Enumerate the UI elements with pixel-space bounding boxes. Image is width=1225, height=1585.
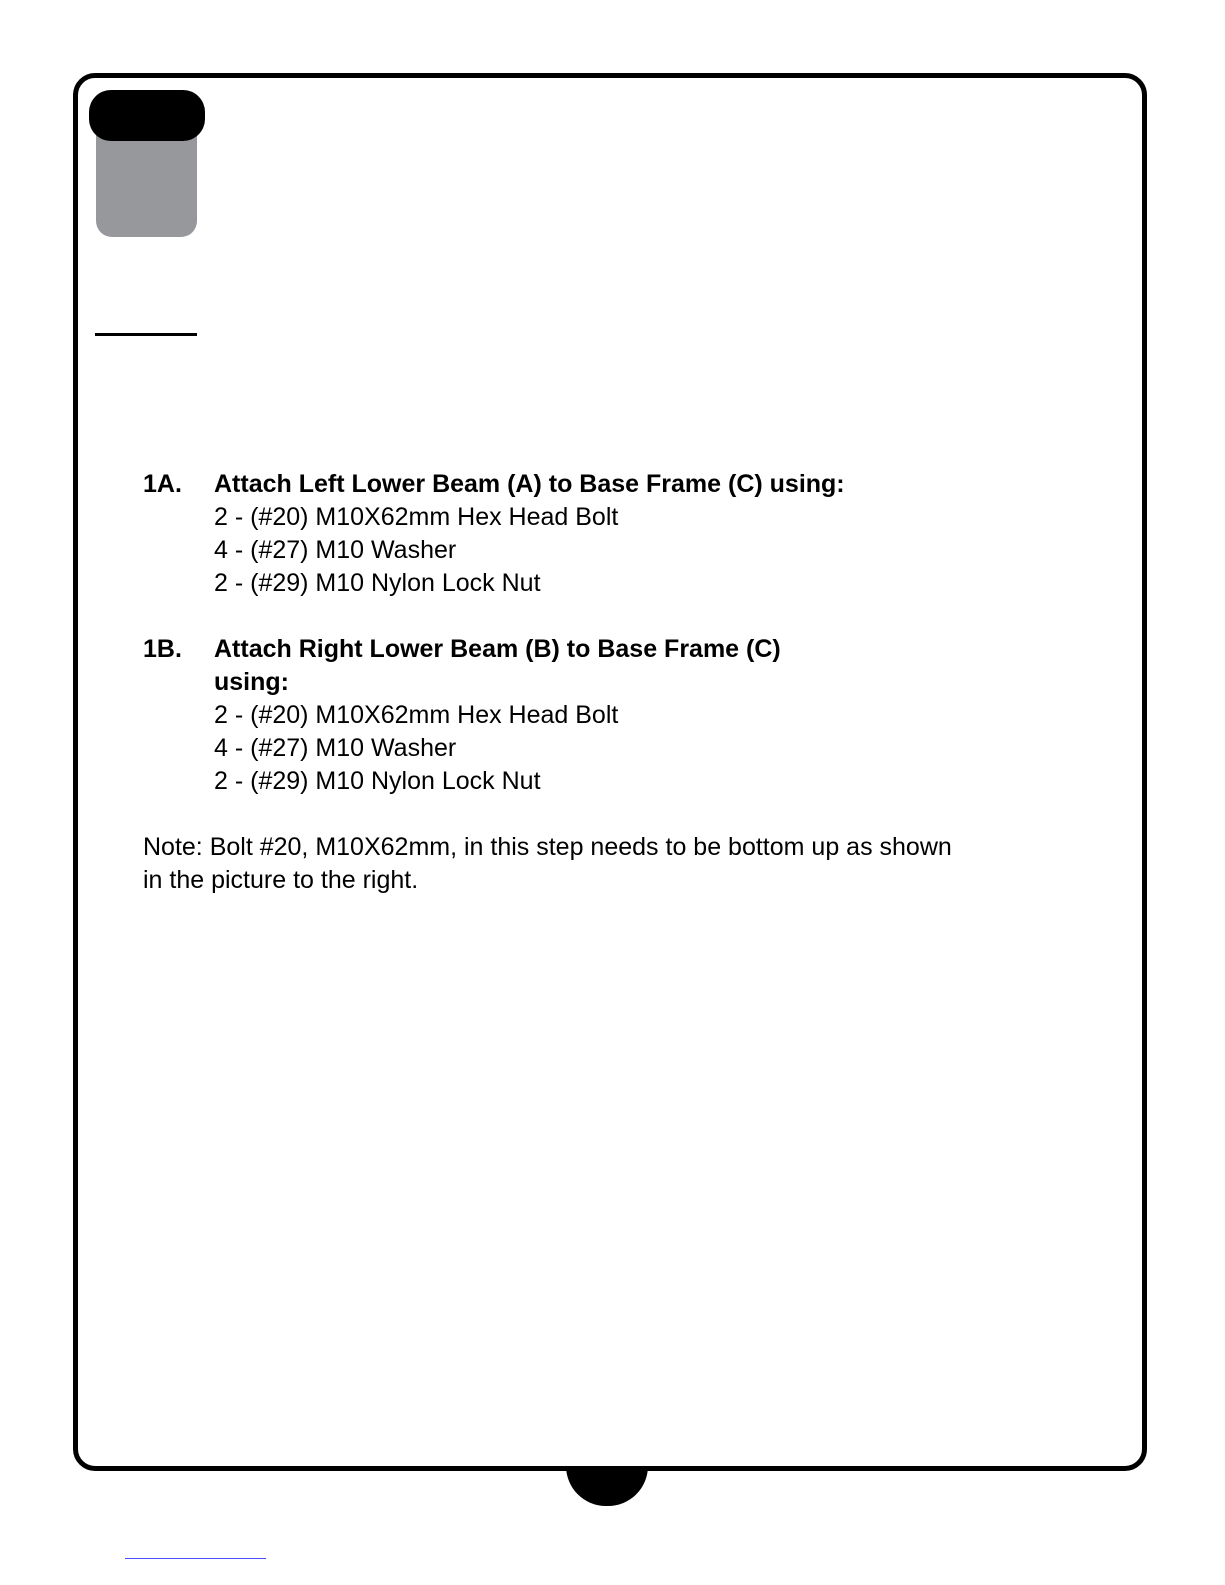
step-number: 1A. [143,470,182,498]
assembly-note: Note: Bolt #20, M10X62mm, in this step needs to be bottom up as shown in the picture to the right. [143,833,952,894]
step-title: Attach Right Lower Beam (B) to Base Frame (C) using: [214,635,781,696]
part-line: 4 - (#27) M10 Washer [214,536,457,564]
step-body [214,633,1023,798]
step-1b [143,633,1023,798]
step-title: Attach Left Lower Beam (A) to Base Frame (C) using: [214,470,845,498]
part-line: 4 - (#27) M10 Washer [214,734,457,762]
part-line: 2 - (#29) M10 Nylon Lock Nut [214,569,541,597]
step-number: 1B. [143,635,182,663]
part-line: 2 - (#20) M10X62mm Hex Head Bolt [214,503,619,531]
instructions [143,468,1023,897]
part-line: 2 - (#20) M10X62mm Hex Head Bolt [214,701,619,729]
step-tab-black [89,90,205,141]
footer-link-underline [125,1558,266,1559]
part-line: 2 - (#29) M10 Nylon Lock Nut [214,767,541,795]
header-rule [95,333,197,336]
step-1a [143,468,1023,600]
step-body [214,468,1023,600]
page-number-tab [566,1466,648,1506]
